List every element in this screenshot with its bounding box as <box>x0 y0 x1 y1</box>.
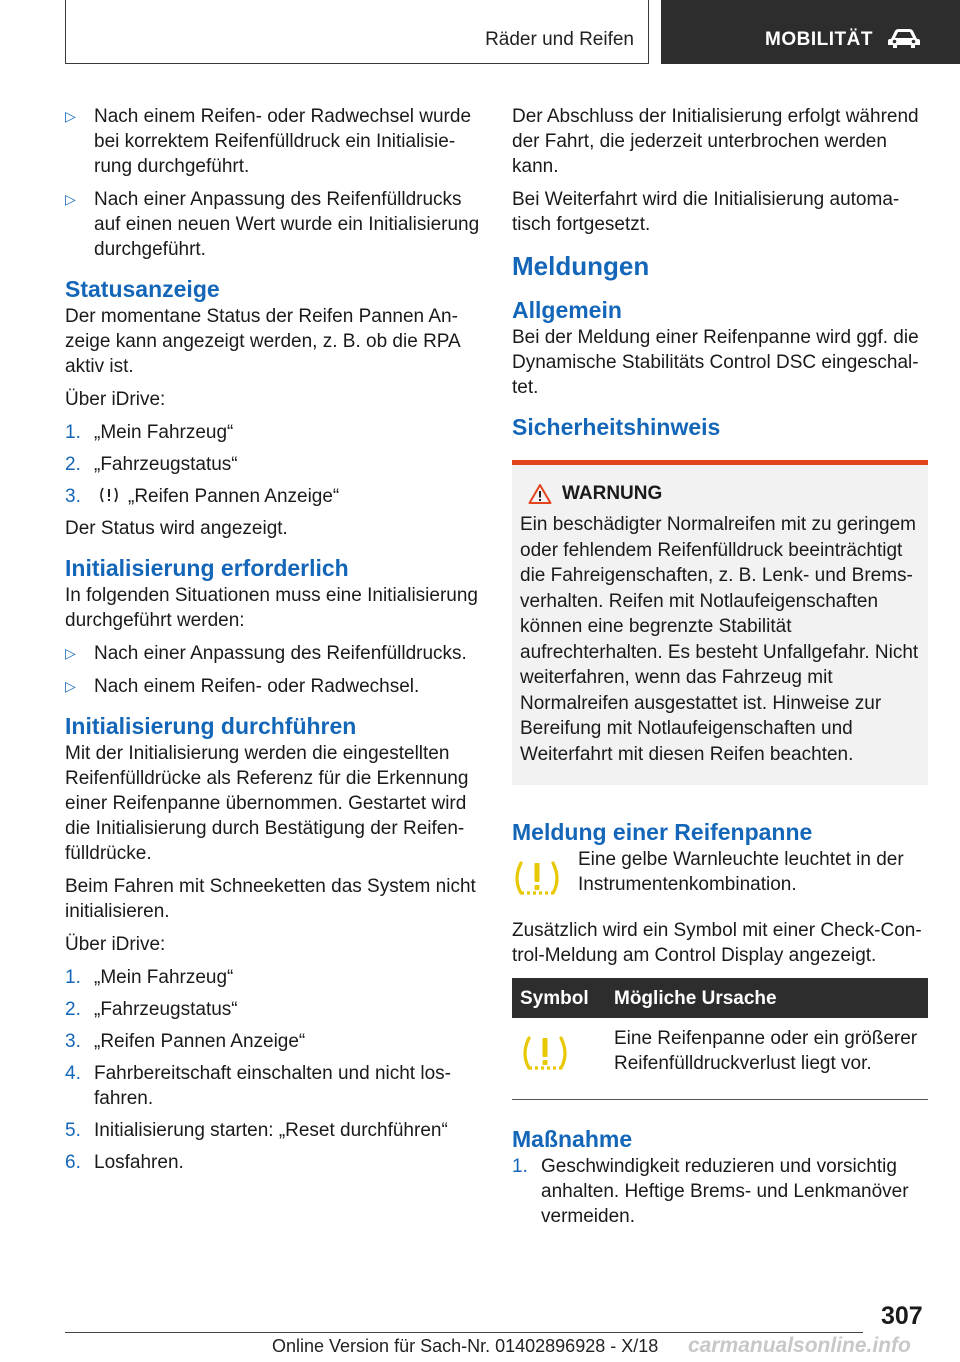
list-item: 3. „Reifen Pannen Anzeige“ <box>65 486 340 507</box>
heading-required: Initialisierung erforderlich <box>65 555 349 581</box>
list-item: ▷ Nach einer Anpassung des Reifenfülldrucks. <box>65 643 467 664</box>
heading-measure: Maßnahme <box>512 1126 633 1152</box>
heading-general: Allgemein <box>512 297 622 323</box>
header-section-box <box>65 0 649 64</box>
list-item: ▷ Nach einem Reifen- oder Radwechsel wurde bei korrektem Reifenfülldruck ein Initialisierung durchgeführt. <box>65 106 472 177</box>
list-item: ▷ Nach einer Anpassung des Reifenfülldrucks auf einen neuen Wert wurde ein Initialisierung durchgeführt. <box>65 189 480 260</box>
table-row <box>512 1018 928 1100</box>
section-title: Räder und Reifen <box>485 29 634 50</box>
completion-text: Der Abschluss der Initialisierung erfolgt während der Fahrt, die jederzeit unterbrochen werden kann. <box>512 106 919 177</box>
heading-perform: Initialisierung durchführen <box>65 713 357 739</box>
watermark: carmanualsonline.info <box>688 1334 911 1357</box>
heading-puncture: Meldung einer Reifenpanne <box>512 819 813 845</box>
list-item: 2. „Fahrzeugstatus“ <box>65 454 238 475</box>
header-chapter-box <box>661 0 960 64</box>
left-column <box>65 104 480 1182</box>
triangle-bullet-icon: ▷ <box>65 191 76 207</box>
triangle-bullet-icon: ▷ <box>65 645 76 661</box>
warning-box <box>512 460 928 785</box>
list-item: 3. „Reifen Pannen Anzeige“ <box>65 1031 306 1052</box>
list-item: 1. „Mein Fahrzeug“ <box>65 422 234 443</box>
heading-messages: Meldungen <box>512 251 650 281</box>
perform-text: Mit der Initialisierung werden die eingestellten Reifenfülldrücke als Referenz für die Erkennung einer Reifenpanne übernommen. Gestartet wird die Initialisierung durch Bestätigung der Reifenfülldrücke. <box>65 743 469 864</box>
chapter-title: MOBILITÄT <box>765 29 873 50</box>
warning-title: WARNUNG <box>562 483 663 504</box>
heading-status: Statusanzeige <box>65 276 220 302</box>
footer-text: Online Version für Sach-Nr. 01402896928 - X/18 <box>272 1336 659 1356</box>
triangle-bullet-icon: ▷ <box>65 678 76 694</box>
tire-pressure-warning-light-icon <box>512 857 562 901</box>
snow-chain-text: Beim Fahren mit Schneeketten das System nicht initialisieren. <box>65 876 476 922</box>
status-text: Der momentane Status der Reifen Pannen Anzeige kann angezeigt werden, z. B. ob die RPA aktiv ist. <box>65 306 460 377</box>
list-item: 5. Initialisierung starten: „Reset durchführen“ <box>65 1120 448 1141</box>
additional-text: Zusätzlich wird ein Symbol mit einer Check-Control-Meldung am Control Display angezeigt. <box>512 920 922 966</box>
tire-warning-icon <box>98 485 120 505</box>
triangle-bullet-icon: ▷ <box>65 108 76 124</box>
continue-text: Bei Weiterfahrt wird die Initialisierung automatisch fortgesetzt. <box>512 189 900 235</box>
list-item: 1. „Mein Fahrzeug“ <box>65 967 234 988</box>
warning-text: Ein beschädigter Normalreifen mit zu geringem oder fehlendem Reifenfülldruck beeinträchtigt die Fahreigenschaften, z. B. Lenk- und Bremsverhalten. Reifen mit Notlaufeigenschaften können eine begrenzte Stabilität aufrechterhalten. Es besteht Unfallgefahr. Nicht weiterfahren, wenn das Fahrzeug mit Normalreifen ausgestattet ist. Hinweise zur Bereifung mit Notlaufeigenschaften und Weiterfahrt mit diesen Reifen beachten. <box>520 514 919 765</box>
table-header-symbol: Symbol <box>512 978 606 1018</box>
puncture-indicator-row <box>512 847 928 908</box>
puncture-text: Eine gelbe Warnleuchte leuchtet in der Instrumentenkombination. <box>578 849 904 895</box>
status-result: Der Status wird angezeigt. <box>65 518 288 539</box>
heading-safety: Sicherheitshinweis <box>512 414 721 440</box>
table-cell-cause: Eine Reifenpanne oder ein größerer Reifenfülldruckverlust liegt vor. <box>606 1018 928 1100</box>
tire-pressure-warning-light-icon <box>520 1032 570 1076</box>
car-icon <box>887 27 921 49</box>
list-item: 4. Fahrbereitschaft einschalten und nicht losfahren. <box>65 1063 451 1109</box>
list-item: 1. Geschwindigkeit reduzieren und vorsichtig anhalten. Heftige Brems- und Lenkmanöver vermeiden. <box>512 1156 909 1227</box>
list-item: ▷ Nach einem Reifen- oder Radwechsel. <box>65 676 420 697</box>
idrive-label: Über iDrive: <box>65 389 166 410</box>
footer-divider <box>65 1332 863 1333</box>
page-number: 307 <box>881 1302 923 1330</box>
right-column <box>512 104 928 1236</box>
symbol-table <box>512 978 928 1100</box>
table-header-cause: Mögliche Ursache <box>606 978 928 1018</box>
warning-triangle-icon <box>528 483 552 505</box>
required-text: In folgenden Situationen muss eine Initialisierung durchgeführt werden: <box>65 585 478 631</box>
list-item: 6. Losfahren. <box>65 1152 184 1173</box>
general-text: Bei der Meldung einer Reifenpanne wird ggf. die Dynamische Stabilitäts Control DSC eingeschaltet. <box>512 327 919 398</box>
list-item: 2. „Fahrzeugstatus“ <box>65 999 238 1020</box>
idrive-label: Über iDrive: <box>65 934 166 955</box>
